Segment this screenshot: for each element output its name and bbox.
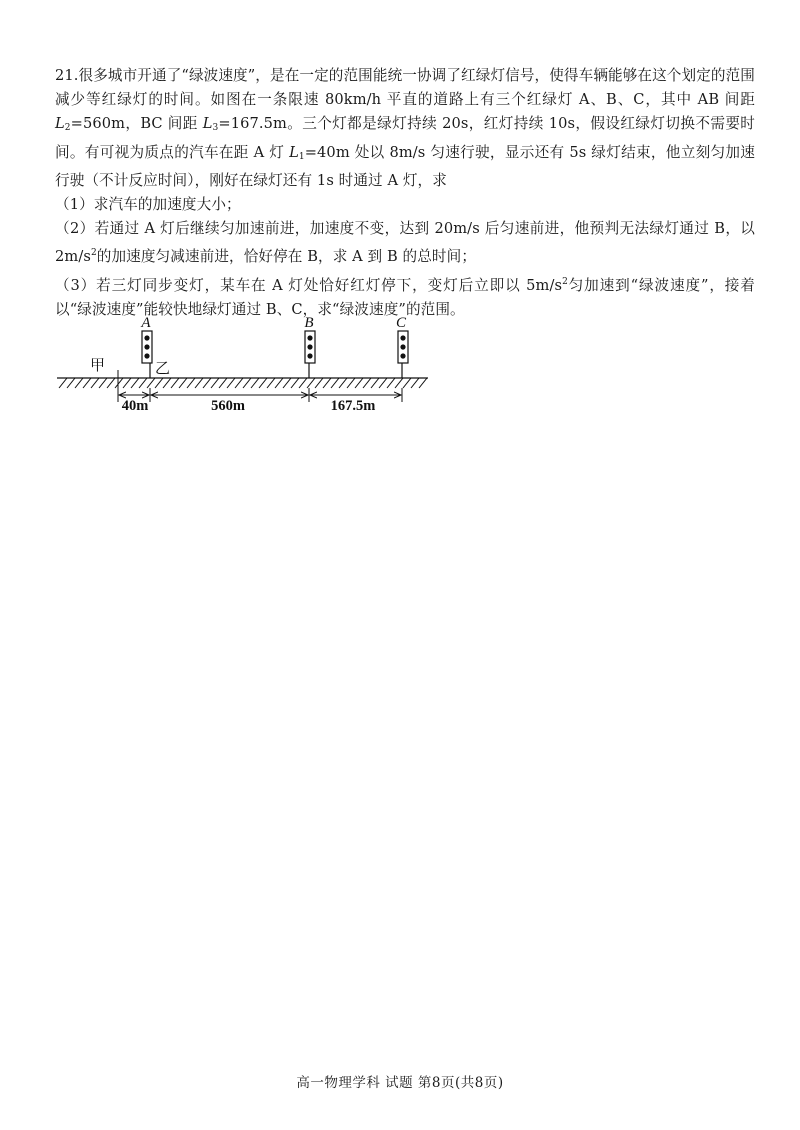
road <box>57 378 428 388</box>
l2-value: =560m，BC 间距 <box>70 115 203 133</box>
l1-subscript: 1 <box>298 151 305 162</box>
part-3-superscript: 2 <box>562 276 568 287</box>
label-yi: 乙 <box>155 361 171 377</box>
part-3-text-a: （3）若三灯同步变灯，某车在 A 灯处恰好红灯停下，变灯后立即以 5m/s <box>55 276 563 294</box>
l3-symbol: L <box>202 115 213 133</box>
traffic-light-c <box>396 315 408 378</box>
label-jia: 甲 <box>90 358 106 374</box>
dimension-label-167-5m: 167.5m <box>330 398 376 414</box>
l2-subscript: 2 <box>64 123 71 134</box>
part-3-text-b: 匀加速到“绿波速度”，接着以“绿波速度”能较快地绿灯通过 B、C，求“绿波速度”的范围。 <box>55 276 755 318</box>
part-1: （1）求汽车的加速度大小； <box>55 196 241 214</box>
l1-symbol: L <box>289 143 299 161</box>
question-21 <box>55 64 755 322</box>
traffic-light-a <box>140 315 152 378</box>
part-2 <box>55 217 755 269</box>
light-c-label: C <box>395 315 407 331</box>
part-2-text-b: 的加速度匀减速前进，恰好停在 B，求 A 到 B 的总时间； <box>96 248 477 266</box>
l2-symbol: L <box>55 115 65 133</box>
part-2-superscript: 2 <box>90 248 97 259</box>
question-intro <box>55 64 755 193</box>
light-a-label: A <box>141 315 151 331</box>
question-number: 21. <box>55 67 79 84</box>
intro-text-2: =40m 处以 8m/s 匀速行驶，显示还有 5s 绿灯结束，他立刻匀加速行驶（不计反应时间），刚好在绿灯还有 1s 时通过 A 灯，求 <box>55 143 755 189</box>
part-2-text-a: （2）若通过 A 灯后继续匀加速前进，加速度不变，达到 20m/s 后匀速前进，他预判无法绿灯通过 B，以 2m/s <box>55 220 755 266</box>
road-diagram <box>55 312 455 422</box>
dimension-label-40m: 40m <box>121 398 149 414</box>
l3-subscript: 3 <box>212 123 219 134</box>
traffic-light-b <box>304 315 315 378</box>
intro-text-1: 很多城市开通了“绿波速度”，是在一定的范围能统一协调了红绿灯信号，使得车辆能够在这个划定的范围减少等红绿灯的时间。如图在一条限速 80km/h 平直的道路上有三个红绿灯 A、B、C，其中 AB 间距 <box>55 67 755 109</box>
page-footer: 高一物理学科 试题 第8页(共8页) <box>296 1075 504 1091</box>
dimension-label-560m: 560m <box>211 398 245 414</box>
road-hatching <box>59 378 427 388</box>
light-b-label: B <box>304 315 314 331</box>
l3-value: =167.5m。三个灯都是绿灯持续 20s，红灯持续 10s，假设红绿灯切换不需要时间。有可视为质点的汽车在距 A 灯 <box>55 115 756 161</box>
